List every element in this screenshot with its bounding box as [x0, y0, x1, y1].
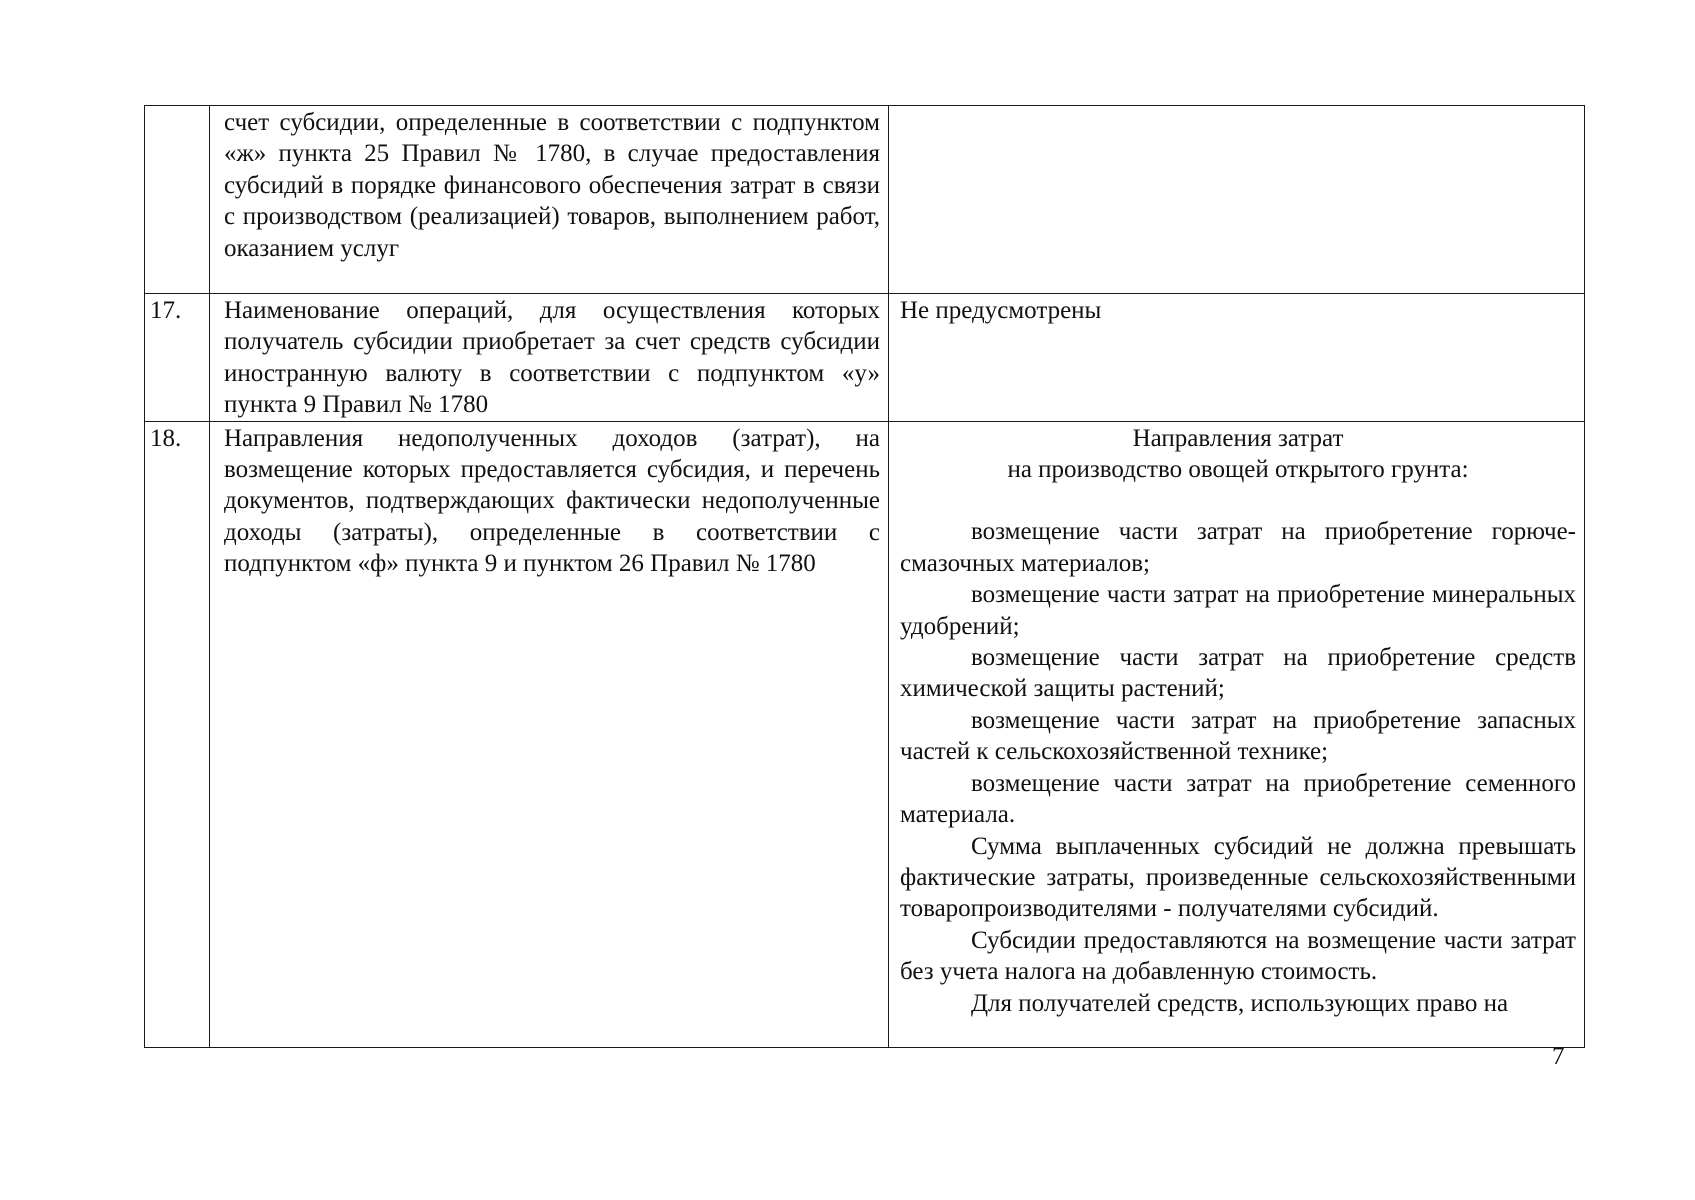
value-heading-line1: Направления затрат: [1132, 424, 1344, 452]
subsidy-terms-table: [144, 105, 1585, 1048]
value-heading-line2: на производство овощей открытого грунта:: [1007, 456, 1469, 484]
row-value-cell: [889, 106, 1585, 294]
row-value-content: [900, 423, 1576, 1043]
row-description-cell: [210, 294, 889, 422]
table-row-17: [145, 294, 1585, 422]
row-description-text: счет субсидии, определенные в соответствии с подпунктом «ж» пункта 25 Правил № 1780, в случае предоставления субсидий в порядке финансового обеспечения затрат в связи с производством (реализацией) товаров, выполнением работ, оказанием услуг: [224, 109, 880, 262]
row-number-cell: [145, 106, 210, 294]
row-number-cell: 17.: [145, 294, 210, 422]
value-item: возмещение части затрат на приобретение минеральных удобрений;: [900, 581, 1576, 640]
row-value-text: Не предусмотрены: [900, 297, 1102, 324]
row-description-text: Направления недополученных доходов (затрат), на возмещение которых предоставляется субсидия, и перечень документов, подтверждающих фактически недополученные доходы (затраты), определенные в соответствии с подпунктом «ф» пункта 9 и пунктом 26 Правил № 1780: [224, 424, 880, 578]
value-item: возмещение части затрат на приобретение средств химической защиты растений;: [900, 644, 1576, 703]
row-description-cell: [210, 106, 889, 294]
value-item: Сумма выплаченных субсидий не должна превышать фактические затраты, произведенные сельскохозяйственными товаропроизводителями - получателями субсидий.: [900, 832, 1576, 923]
row-number-cell: 18.: [145, 421, 210, 1047]
row-value-cell: [889, 421, 1585, 1047]
page-number: 7: [1552, 1043, 1565, 1070]
row-description-text: Наименование операций, для осуществления которых получатель субсидии приобретает за счет средств субсидии иностранную валюту в соответствии с подпунктом «у» пункта 9 Правил № 1780: [224, 297, 880, 419]
row-value-cell: [889, 294, 1585, 422]
value-item: Для получателей средств, использующих право на: [971, 989, 1509, 1017]
blank-line: [900, 485, 1576, 516]
value-item: Субсидии предоставляются на возмещение части затрат без учета налога на добавленную стоимость.: [900, 926, 1576, 986]
row-description-cell: [210, 421, 889, 1047]
value-item: возмещение части затрат на приобретение запасных частей к сельскохозяйственной технике;: [900, 706, 1576, 766]
value-item: возмещение части затрат на приобретение семенного материала.: [900, 769, 1576, 829]
value-item: возмещение части затрат на приобретение горюче-смазочных материалов;: [900, 518, 1576, 577]
table-row-18: [145, 421, 1585, 1047]
table-row-continued: [145, 106, 1585, 294]
